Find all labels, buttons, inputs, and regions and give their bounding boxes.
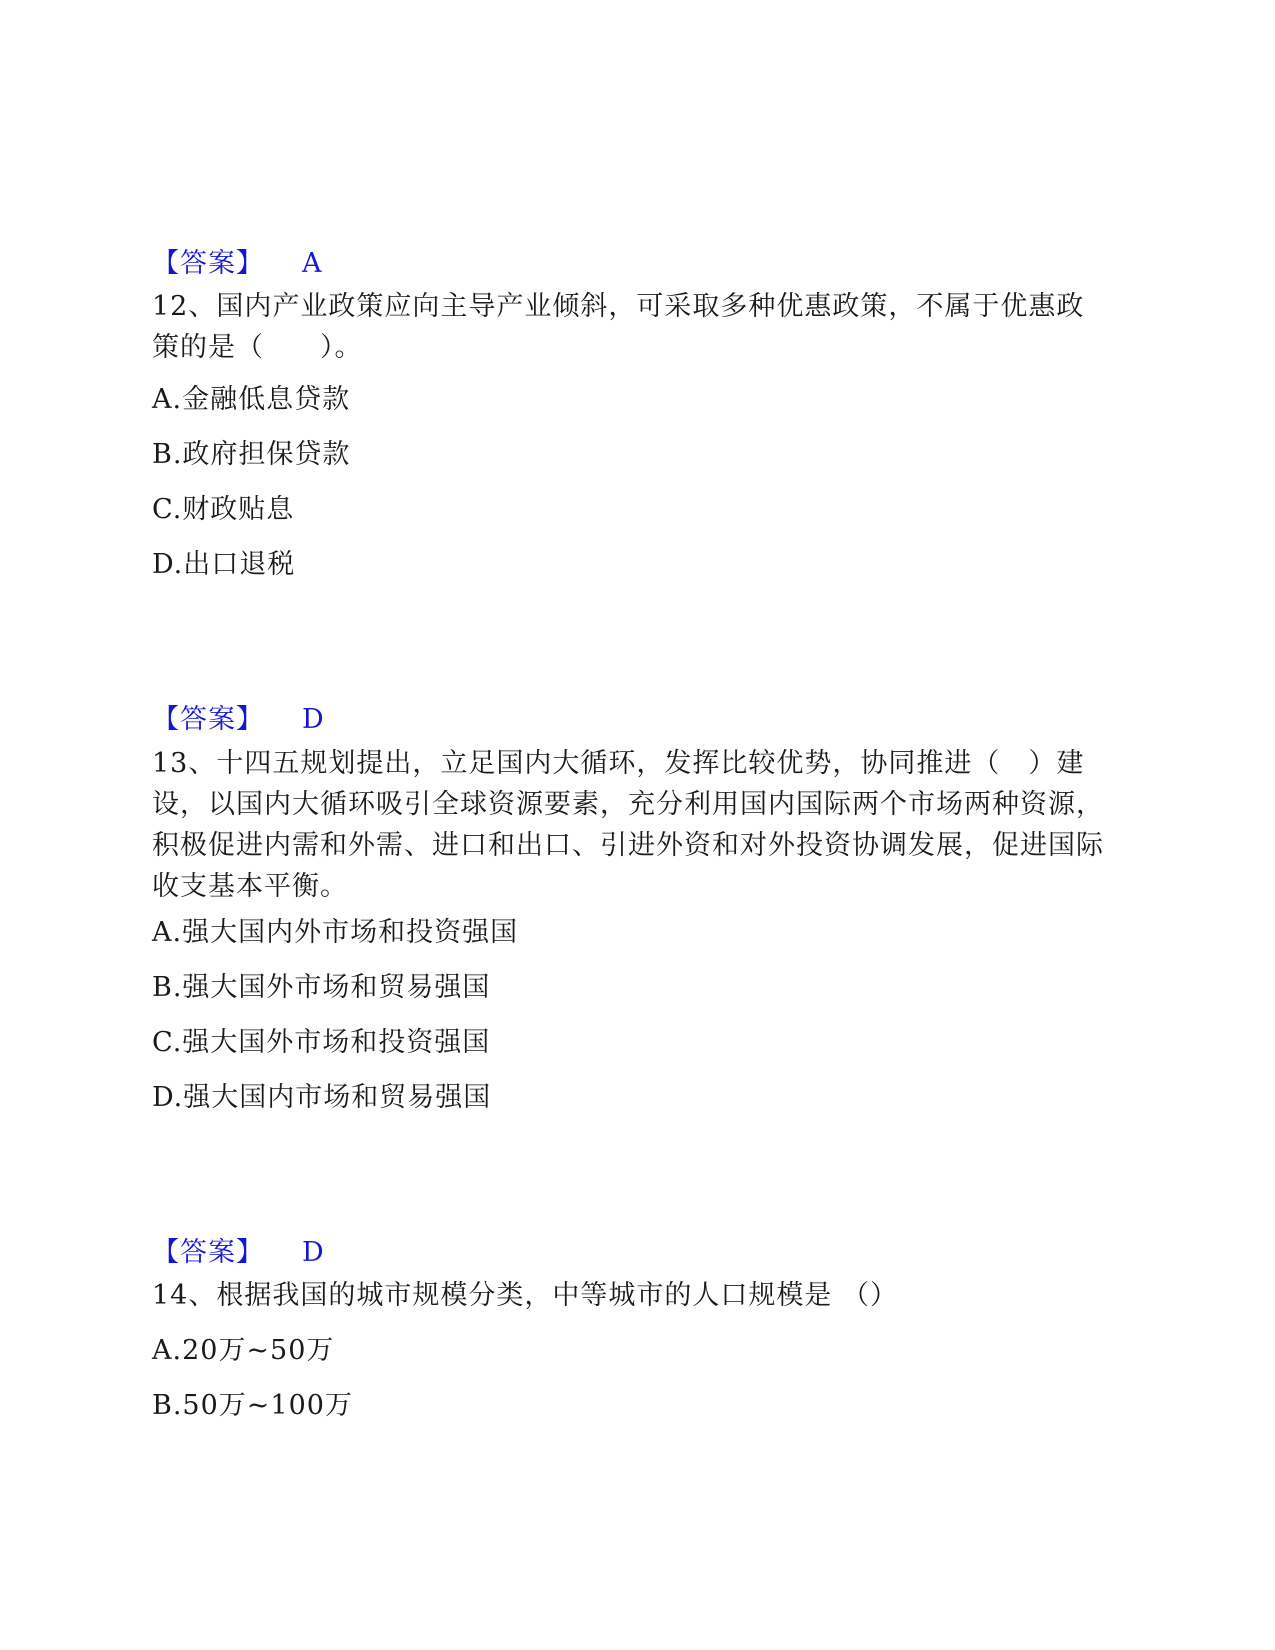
- question-14-option-a: A.20万~50万: [152, 1335, 335, 1366]
- answer-line: [152, 244, 323, 284]
- answer-label: 【答案】: [152, 1237, 264, 1268]
- answer-value: D: [302, 1237, 325, 1268]
- question-12-stem: 12、国内产业政策应向主导产业倾斜，可采取多种优惠政策，不属于优惠政策的是（ ）。: [152, 291, 1085, 363]
- answer-line: [152, 1233, 325, 1273]
- answer-line: [152, 700, 325, 740]
- question-12-option-d: D.出口退税: [152, 549, 296, 580]
- question-14-stem: 14、根据我国的城市规模分类，中等城市的人口规模是 （）: [152, 1280, 898, 1311]
- question-13-option-c: C.强大国外市场和投资强国: [152, 1027, 491, 1058]
- answer-value: D: [302, 704, 325, 735]
- question-13-option-d: D.强大国内市场和贸易强国: [152, 1082, 492, 1113]
- answer-label: 【答案】: [152, 248, 264, 279]
- answer-value: A: [302, 248, 323, 279]
- question-12-option-c: C.财政贴息: [152, 494, 295, 525]
- question-13-stem: 13、十四五规划提出，立足国内大循环，发挥比较优势，协同推进（ ）建设，以国内大循环吸引全球资源要素，充分利用国内国际两个市场两种资源，积极促进内需和外需、进口和出口、引进外资和对外投资协调发展，促进国际收支基本平衡。: [152, 748, 1104, 902]
- answer-label: 【答案】: [152, 704, 264, 735]
- question-12-option-a: A.金融低息贷款: [152, 384, 351, 415]
- question-14-option-b: B.50万~100万: [152, 1390, 353, 1421]
- question-13-option-a: A.强大国内外市场和投资强国: [152, 917, 519, 948]
- question-12-option-b: B.政府担保贷款: [152, 439, 351, 470]
- question-13-option-b: B.强大国外市场和贸易强国: [152, 972, 491, 1003]
